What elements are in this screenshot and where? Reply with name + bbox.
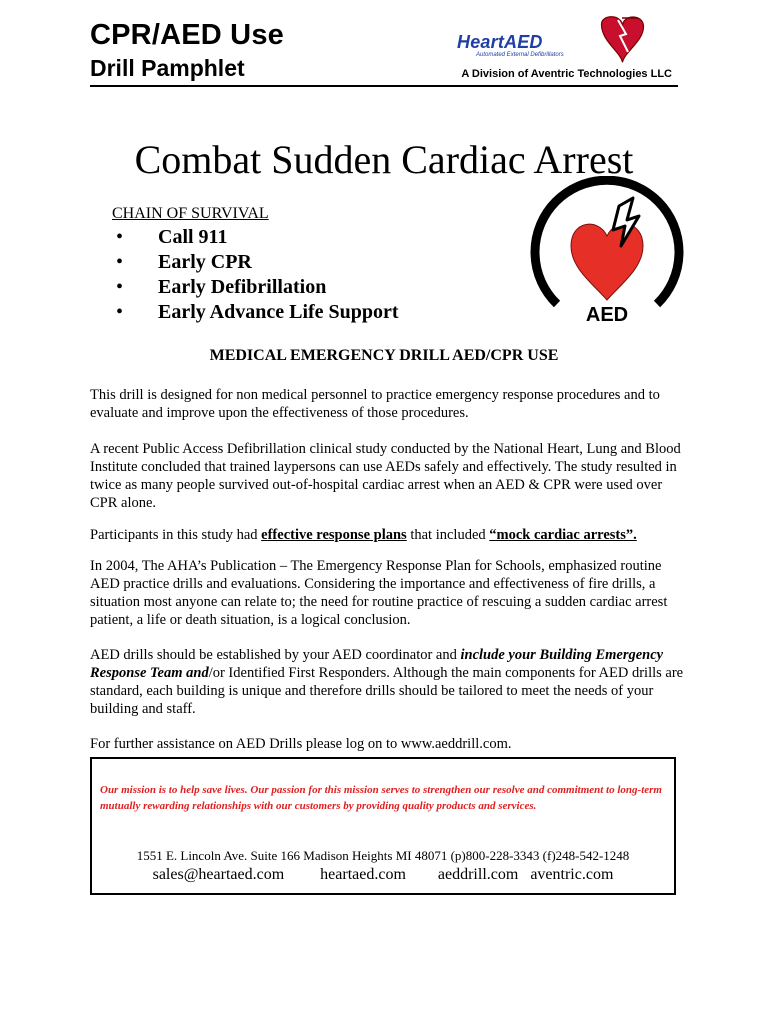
text-segment: /or Identified First Responders. Although the main components for AED drills are standard, each building is unique and therefore drills should be tailored to meet the needs of your building and staff. <box>90 665 684 717</box>
website-link[interactable]: aeddrill.com <box>437 866 519 883</box>
website-link[interactable]: heartaed.com <box>320 866 406 883</box>
aed-heart-icon <box>527 176 687 336</box>
mission-statement: Our mission is to help save lives. Our passion for this mission serves to strengthen our resolve and commitment to long-term mutually rewarding relationships with our customers by providing quality products and services. <box>100 784 662 812</box>
list-item-text: Call 911 <box>158 226 228 248</box>
aed-label: AED <box>585 304 629 326</box>
mission-box <box>90 757 676 895</box>
division-label: A Division of Aventric Technologies LLC <box>461 68 672 80</box>
drill-heading: MEDICAL EMERGENCY DRILL AED/CPR USE <box>209 347 559 364</box>
headline: Combat Sudden Cardiac Arrest <box>134 137 634 182</box>
paragraph-assistance: For further assistance on AED Drills please log on to www.aeddrill.com. <box>90 736 512 752</box>
contact-address: 1551 E. Lincoln Ave. Suite 166 Madison Heights MI 48071 (p)800-228-3343 (f)248-542-1248 <box>136 848 630 863</box>
brand-name: HeartAED <box>457 32 543 52</box>
bullet-icon: • <box>116 251 124 273</box>
text-segment: Participants in this study had <box>90 527 262 543</box>
emphasis-text: effective response plans <box>261 527 407 543</box>
paragraph-drills <box>90 646 686 718</box>
pamphlet-subtitle: Drill Pamphlet <box>90 55 245 81</box>
emphasis-text: include your Building Emergency Response Team and <box>90 647 664 681</box>
paragraph-aha: In 2004, The AHA’s Publication – The Emergency Response Plan for Schools, emphasized routine AED practice drills and evaluations. Considering the importance and effectiveness of fire drills, a situation most anyone can relate to; the need for routine practice of rescuing a sudden cardiac arrest patient, a life or death situation, is a logical conclusion. <box>90 558 668 628</box>
bullet-icon: • <box>116 276 124 298</box>
bullet-icon: • <box>116 226 124 248</box>
bullet-icon: • <box>116 301 124 323</box>
text-segment: AED drills should be established by your AED coordinator and <box>90 647 461 663</box>
paragraph-participants <box>90 526 686 544</box>
brand-tagline: Automated External Defibrillators <box>476 52 564 58</box>
paragraph-purpose: This drill is designed for non medical personnel to practice emergency response procedures and to evaluate and improve upon the effectiveness of those procedures. <box>90 387 660 421</box>
contact-links <box>92 865 674 885</box>
text-segment: that included <box>406 527 490 543</box>
list-item-text: Early Advance Life Support <box>158 301 399 323</box>
chain-of-survival-title: CHAIN OF SURVIVAL <box>112 205 269 222</box>
list-item-text: Early CPR <box>158 251 252 273</box>
emphasis-text: “mock cardiac arrests”. <box>489 527 637 543</box>
pamphlet-title: CPR/AED Use <box>90 19 284 51</box>
paragraph-study: A recent Public Access Defibrillation clinical study conducted by the National Heart, Lung and Blood Institute concluded that trained laypersons can use AEDs safely and effectively. The study resulted in twice as many people survived out-of-hospital cardiac arrest when an AED & CPR were used over CPR alone. <box>90 441 681 511</box>
email-link[interactable]: sales@heartaed.com <box>152 866 285 883</box>
list-item-text: Early Defibrillation <box>158 276 327 298</box>
website-link[interactable]: aventric.com <box>530 866 614 883</box>
header-divider <box>90 85 678 87</box>
